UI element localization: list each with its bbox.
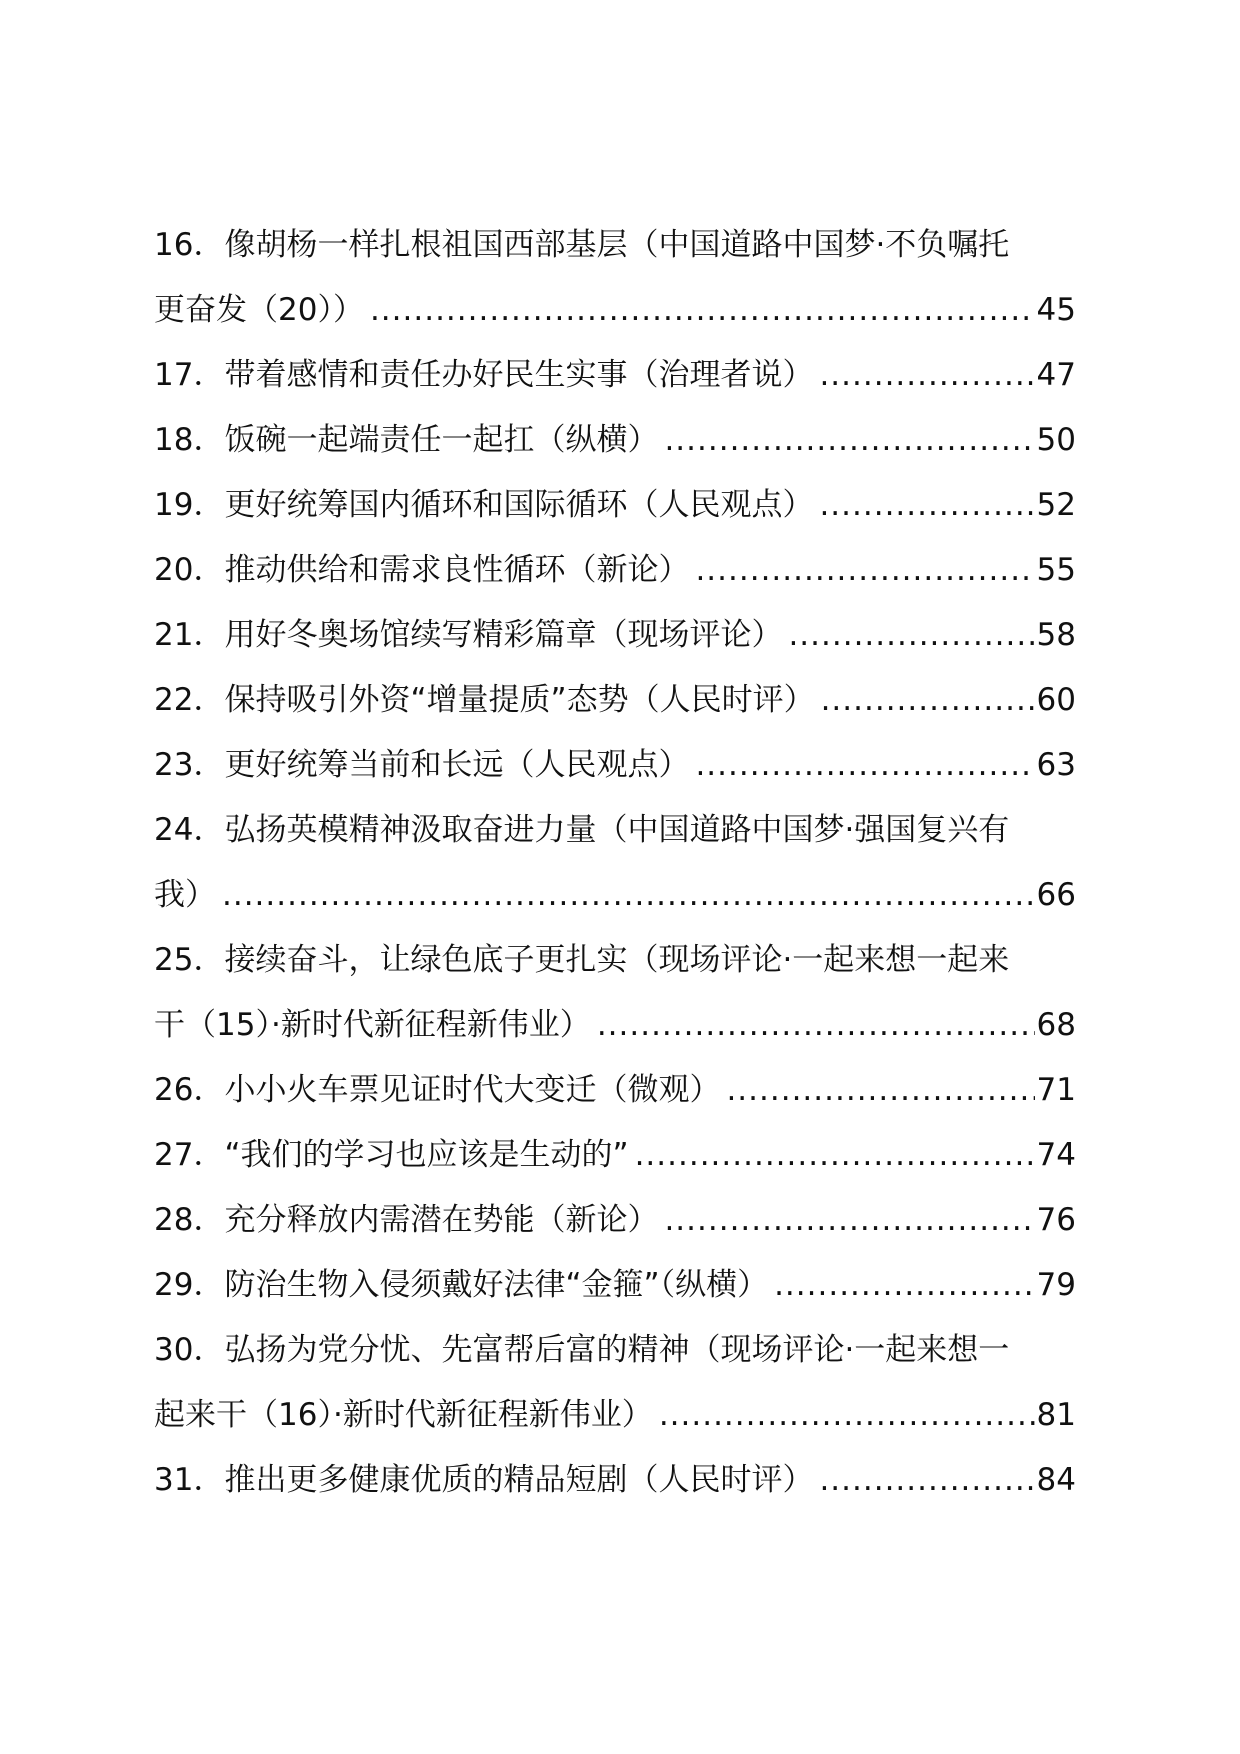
toc-entry-title: 推出更多健康优质的精品短剧（人民时评） (224, 1462, 814, 1498)
toc-line (154, 278, 1079, 343)
toc-entry-title: 我） (154, 877, 216, 913)
toc-page-number: 52 (1036, 487, 1076, 523)
toc-entry-title: 更好统筹当前和长远（人民观点） (224, 747, 690, 783)
toc-page-number: 66 (1036, 877, 1076, 913)
toc-entry-title: 带着感情和责任办好民生实事（治理者说） (224, 357, 814, 393)
toc-entry-number: 17 (154, 357, 194, 393)
toc-dot-leader (222, 863, 1035, 928)
toc-number-separator: ． (193, 617, 225, 653)
toc-number-separator: ． (193, 422, 225, 458)
toc-line (154, 1123, 1079, 1188)
toc-line (154, 343, 1079, 408)
toc-entry (154, 1253, 1079, 1318)
toc-dot-leader (819, 1448, 1034, 1513)
toc-line (154, 993, 1079, 1058)
toc-dot-leader (370, 278, 1035, 343)
toc-page-number: 68 (1036, 1007, 1076, 1043)
toc-entry (154, 733, 1079, 798)
toc-entry-number: 26 (154, 1072, 194, 1108)
toc-line (154, 538, 1079, 603)
toc-entry (154, 473, 1079, 538)
toc-entry-title: 弘扬为党分忧、先富帮后富的精神（现场评论·一起来想一 (224, 1332, 1010, 1368)
toc-number-separator: ． (193, 1462, 225, 1498)
toc-line (154, 1383, 1079, 1448)
toc-entry-number: 24 (154, 812, 194, 848)
toc-entry-number: 16 (154, 227, 194, 263)
toc-number-separator: ． (193, 1202, 225, 1238)
toc-number-separator: ． (193, 942, 225, 978)
toc-line (154, 1188, 1079, 1253)
toc-line (154, 798, 1079, 863)
toc-page-number: 50 (1036, 422, 1076, 458)
toc-page-number: 58 (1036, 617, 1076, 653)
toc-page-number: 74 (1036, 1137, 1076, 1173)
toc-page-number: 47 (1036, 357, 1076, 393)
toc-line (154, 863, 1079, 928)
toc-entry (154, 343, 1079, 408)
toc-entry-title: 干（15）·新时代新征程新伟业） (154, 1007, 591, 1043)
toc-line (154, 408, 1079, 473)
toc-entry-number: 20 (154, 552, 194, 588)
toc-entry (154, 668, 1079, 733)
toc-page-number: 71 (1036, 1072, 1076, 1108)
toc-entry-number: 29 (154, 1267, 194, 1303)
toc-dot-leader (819, 473, 1034, 538)
toc-entry-number: 30 (154, 1332, 194, 1368)
toc-entry (154, 1123, 1079, 1188)
toc-entry-number: 19 (154, 487, 194, 523)
toc-line (154, 1253, 1079, 1318)
toc-dot-leader (597, 993, 1035, 1058)
toc-dot-leader (726, 1058, 1034, 1123)
toc-entry-number: 22 (154, 682, 194, 718)
toc-line (154, 603, 1079, 668)
toc-line (154, 1448, 1079, 1513)
toc-dot-leader (664, 408, 1034, 473)
toc-entry-title: 像胡杨一样扎根祖国西部基层（中国道路中国梦·不负嘱托 (224, 227, 1010, 263)
toc-entry (154, 603, 1079, 668)
table-of-contents (154, 213, 1079, 1513)
toc-line (154, 1058, 1079, 1123)
toc-dot-leader (664, 1188, 1034, 1253)
toc-number-separator: ． (193, 1267, 225, 1303)
toc-page-number: 81 (1036, 1397, 1076, 1433)
toc-number-separator: ． (193, 747, 225, 783)
toc-entry-title: 接续奋斗，让绿色底子更扎实（现场评论·一起来想一起来 (224, 942, 1010, 978)
toc-number-separator: ． (193, 682, 225, 718)
toc-entry-title: 保持吸引外资“增量提质”态势（人民时评） (224, 682, 815, 718)
toc-line (154, 473, 1079, 538)
toc-number-separator: ． (193, 1137, 225, 1173)
toc-entry-number: 25 (154, 942, 194, 978)
toc-page-number: 55 (1036, 552, 1076, 588)
toc-entry-number: 23 (154, 747, 194, 783)
toc-entry-number: 31 (154, 1462, 194, 1498)
toc-line (154, 733, 1079, 798)
toc-entry (154, 1318, 1079, 1448)
toc-page-number: 79 (1036, 1267, 1076, 1303)
toc-page-number: 60 (1036, 682, 1076, 718)
toc-dot-leader (788, 603, 1034, 668)
toc-number-separator: ． (193, 357, 225, 393)
toc-entry-title: 饭碗一起端责任一起扛（纵横） (224, 422, 659, 458)
toc-dot-leader (695, 538, 1034, 603)
toc-number-separator: ． (193, 1332, 225, 1368)
toc-entry (154, 1448, 1079, 1513)
toc-entry-number: 27 (154, 1137, 194, 1173)
toc-number-separator: ． (193, 812, 225, 848)
toc-dot-leader (659, 1383, 1035, 1448)
toc-entry-title: 小小火车票见证时代大变迁（微观） (224, 1072, 721, 1108)
toc-dot-leader (635, 1123, 1035, 1188)
toc-entry (154, 408, 1079, 473)
toc-line (154, 1318, 1079, 1383)
toc-dot-leader (821, 668, 1035, 733)
toc-number-separator: ． (193, 487, 225, 523)
toc-entry-number: 21 (154, 617, 194, 653)
toc-entry-number: 28 (154, 1202, 194, 1238)
toc-entry-title: 更好统筹国内循环和国际循环（人民观点） (224, 487, 814, 523)
toc-line (154, 668, 1079, 733)
toc-dot-leader (774, 1253, 1034, 1318)
toc-entry-title: 弘扬英模精神汲取奋进力量（中国道路中国梦·强国复兴有 (224, 812, 1010, 848)
toc-entry (154, 1188, 1079, 1253)
toc-dot-leader (695, 733, 1034, 798)
toc-entry-title: 用好冬奥场馆续写精彩篇章（现场评论） (224, 617, 783, 653)
toc-entry-number: 18 (154, 422, 194, 458)
toc-page-number: 45 (1036, 292, 1076, 328)
toc-entry-title: 推动供给和需求良性循环（新论） (224, 552, 690, 588)
toc-entry (154, 538, 1079, 603)
toc-entry-title: 充分释放内需潜在势能（新论） (224, 1202, 659, 1238)
toc-entry-title: “我们的学习也应该是生动的” (224, 1137, 629, 1173)
toc-line (154, 213, 1079, 278)
toc-number-separator: ． (193, 1072, 225, 1108)
toc-entry (154, 1058, 1079, 1123)
toc-entry (154, 213, 1079, 343)
toc-entry (154, 928, 1079, 1058)
toc-page-number: 63 (1036, 747, 1076, 783)
toc-entry-title: 防治生物入侵须戴好法律“金箍”（纵横） (224, 1267, 769, 1303)
toc-page-number: 76 (1036, 1202, 1076, 1238)
toc-number-separator: ． (193, 552, 225, 588)
toc-number-separator: ． (193, 227, 225, 263)
toc-entry-title: 起来干（16）·新时代新征程新伟业） (154, 1397, 653, 1433)
toc-line (154, 928, 1079, 993)
toc-entry (154, 798, 1079, 928)
toc-entry-title: 更奋发（20）） (154, 292, 364, 328)
toc-page-number: 84 (1036, 1462, 1076, 1498)
toc-dot-leader (819, 343, 1034, 408)
